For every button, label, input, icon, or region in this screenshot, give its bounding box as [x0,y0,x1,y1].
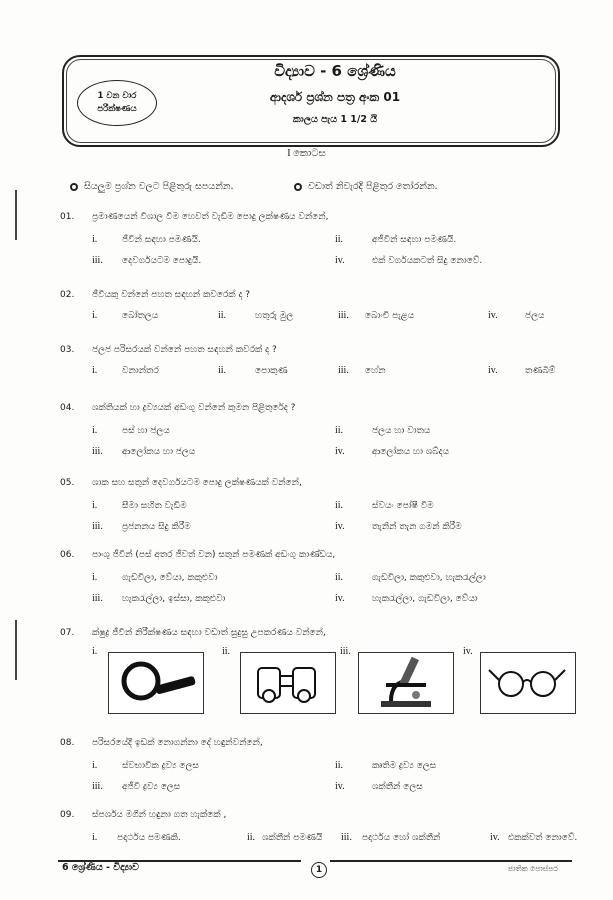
option-image-box [240,652,336,714]
option-number: ii. [335,500,344,511]
question-text: ශාක සහ සතුන් දෙවර්ගයටම පොදු ලක්ෂණයක් වන්නේ, [92,478,302,488]
option-number: iii. [92,446,103,457]
margin-mark [15,620,17,680]
option-text: ශක්තීන් ලෙස [372,782,423,792]
option-text: සීමා සහිත වැඩීම [122,501,187,511]
option-number: iv. [335,521,345,532]
option-text: බෝතලය [122,311,159,321]
option-text: හේන [365,366,386,376]
option-text: හතුරු මුල [255,311,294,321]
option-number: i. [92,760,98,771]
option-number: i. [92,572,98,583]
option-text: එක් වර්ගයකටත් සිදු නොවේ. [372,256,483,266]
option-number: ii. [335,425,344,436]
option-number: iii. [92,781,103,792]
question-number: 02. [60,290,75,300]
term-badge [77,80,157,126]
option-text: දෙවර්ගයටම පොදුයි. [122,256,202,266]
question-number: 05. [60,478,75,488]
question-number: 03. [60,345,75,355]
option-text: ආලෝකය හා ශබ්දය [372,447,450,457]
option-number: i. [92,500,98,511]
option-text: පදාර්ථය පමණකි. [117,833,181,843]
option-number: ii. [218,365,227,376]
option-number: iii. [92,521,103,532]
question-text: ශක්තියක් හා ද්‍රව්‍යයක් අඩංගු වන්නේ කුමන පිළිතුරේද ? [92,403,296,413]
option-text: තණබිම් [525,366,556,376]
option-text: ශක්තීන් පමණයි [262,833,323,843]
question-number: 07. [60,628,75,638]
option-number: iii. [92,593,103,604]
option-text: ගැඩවිලා, කකුළුවා, හැකරැල්ලා [372,573,486,583]
option-text: අජීවීන් සඳහා පමණයි. [372,235,457,245]
option-number: i. [92,365,98,376]
question-text: පාංශු ජීවීන් (පස් අතර ජීවත් වන) සතුන් පමණක් අඩංගු කාණ්ඩය, [92,550,336,560]
question-text: ස්පර්ශය මගින් හඳුනා ගත හැක්කේ , [92,810,227,820]
option-text: අජීවී ද්‍රව්‍ය ලෙස [122,782,181,792]
option-number: iii. [340,646,351,657]
instruction-2 [294,181,438,192]
duration: කාලය පැය 1 1/2 යි [292,114,378,125]
option-number: iv. [488,365,498,376]
instruction-text: සියලුම ප්‍රශ්න වලට පිළිතුරු සපයන්න. [84,181,234,192]
instruction-text: වඩාත් නිවැරදි පිළිතුර තෝරන්න. [308,181,438,192]
question-text: ජීවියකු වන්නේ පහත සඳහන් කවරෙක් ද ? [92,290,251,300]
option-number: iv. [335,255,345,266]
option-text: බොංචි පැළය [365,311,415,321]
question-text: ජලජ පරිසරයක් වන්නේ පහත සඳහන් කවරක් ද ? [92,345,277,355]
option-text: ප්‍රජනනය සිදු කිරීම [122,522,191,532]
footer-publisher: ජාතික පොස්පර [508,864,558,873]
option-number: ii. [218,310,227,321]
option-text: ස්වභාවික ද්‍රව්‍ය ලෙස [122,761,199,771]
term-line-2: පරීක්ෂණය [97,104,137,114]
option-number: ii. [247,832,256,843]
question-number: 09. [60,810,75,820]
bullet-icon [294,183,302,191]
option-number: iii. [92,255,103,266]
question-number: 06. [60,550,75,560]
option-number: iii. [338,310,349,321]
question-text: ප්‍රමාණයෙන් විශාල වීම හෙවත් වැඩීම පොදු ලක්ෂණය වන්නේ, [92,212,329,222]
part-label: I කොටස [287,148,326,159]
option-text: පස් හා ජලය [122,426,170,436]
question-number: 01. [60,212,75,222]
magnifying-glass-icon [111,656,201,710]
option-text: තැනින් තැන ගමන් කිරීම [372,522,462,532]
microscope-icon [361,653,451,713]
option-number: i. [92,832,98,843]
option-text: කෘතිම ද්‍රව්‍ය ලෙස [372,761,437,771]
option-number: iv. [335,446,345,457]
eyeglasses-icon [483,656,573,710]
option-text: ආලෝකය හා ජලය [122,447,196,457]
option-number: i. [92,310,98,321]
option-number: iii. [338,365,349,376]
option-text: ගැඩවිලා, වේයා, කකුළුවා [122,573,218,583]
option-number: i. [92,646,98,657]
paper-title: ආදර්ශ ප්‍රශ්න පත්‍ර අංක 01 [269,90,401,104]
question-number: 08. [60,738,75,748]
option-number: ii. [222,646,231,657]
margin-mark [15,190,17,240]
option-number: iv. [490,832,500,843]
question-text: පරිසරයේදී ඉඩක් නොගන්නා දේ හඳුන්වන්නේ, [92,738,263,748]
option-number: iv. [488,310,498,321]
bullet-icon [70,183,78,191]
option-number: iv. [463,646,473,657]
option-image-box [108,652,204,714]
option-text: හැකරැල්ලා, ඉස්සා, කකුළුවා [122,594,226,604]
question-text: ක්ෂුද්‍ර ජීවීන් නිරීක්ෂණය සඳහා වඩාත් සුදුසු උපකරණය වන්නේ, [92,628,326,638]
option-text: හැකරැල්ලා, ගැඩවිලා, වේයා [372,594,478,604]
option-number: ii. [335,760,344,771]
binoculars-icon [243,656,333,710]
option-number: ii. [335,234,344,245]
option-number: iv. [335,593,345,604]
option-number: iii. [341,832,352,843]
term-line-1: 1 වන වාර [97,91,137,101]
page-number: 1 [311,862,327,878]
option-number: i. [92,234,98,245]
option-text: වනාන්තර [122,366,159,376]
question-number: 04. [60,403,75,413]
option-text: ජීවීන් සඳහා පමණයි. [122,235,201,245]
option-text: පොකුණ [255,366,288,376]
option-text: පදාර්ථය හෝ ශක්තීන් [362,833,441,843]
subject-title: විද්‍යාව - 6 ශ්‍රේණිය [274,62,396,80]
option-text: එකක්වත් නොවේ. [508,833,578,843]
instruction-1 [70,181,234,192]
option-image-box [358,652,454,714]
option-text: ස්වයං පෝෂී වීම [372,501,434,511]
footer-title: 6 ශ්‍රේණිය - විද්‍යාව [62,862,139,873]
option-number: iv. [335,781,345,792]
option-number: ii. [335,572,344,583]
option-image-box [480,652,576,714]
option-number: i. [92,425,98,436]
option-text: ජලය [525,311,545,321]
option-text: ජලය හා වාතය [372,426,431,436]
